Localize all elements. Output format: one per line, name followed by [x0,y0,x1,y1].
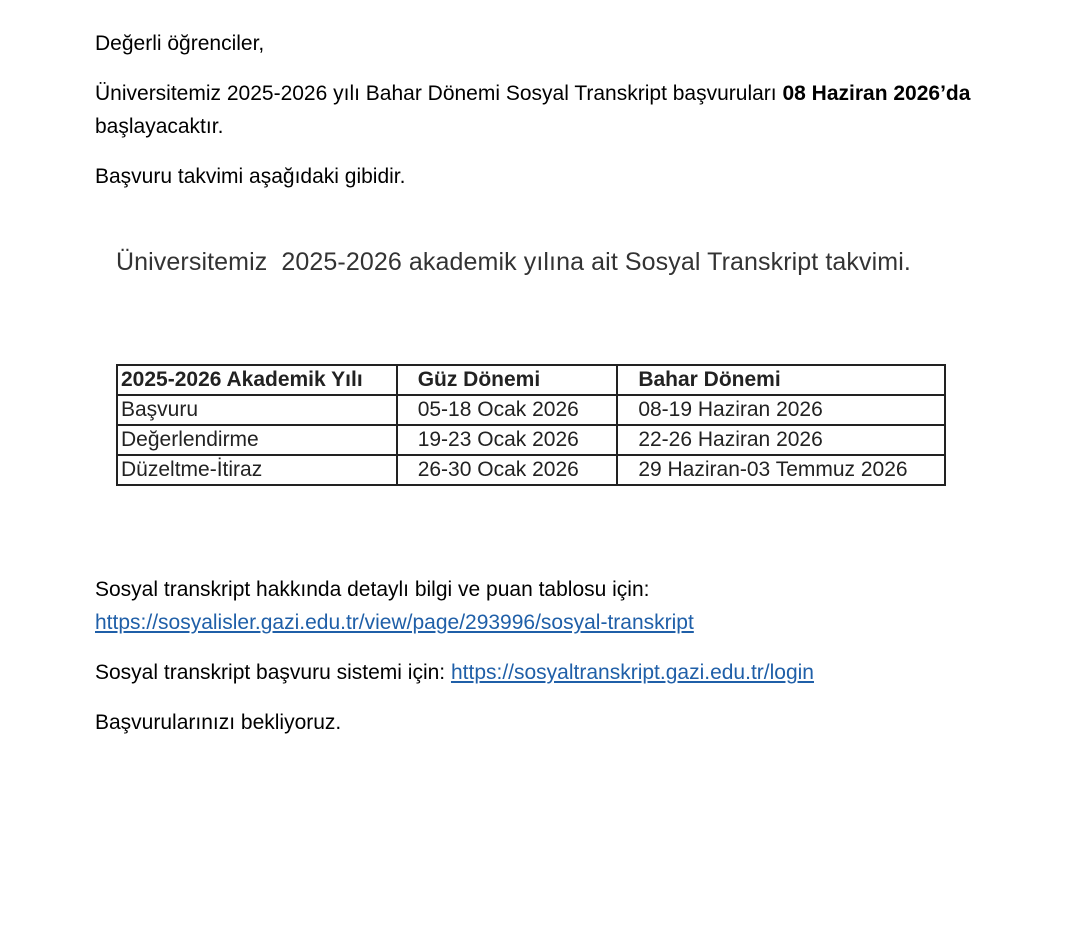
system-label: Sosyal transkript başvuru sistemi için: [95,661,451,684]
table-cell: 19-23 Ocak 2026 [397,425,618,455]
table-cell: Değerlendirme [117,425,397,455]
system-link[interactable]: https://sosyaltranskript.gazi.edu.tr/login [450,661,814,684]
info-link[interactable]: https://sosyalisler.gazi.edu.tr/view/page/293996/sosyal-transkript [95,611,694,634]
info-label: Sosyal transkript hakkında detaylı bilgi ve puan tablosu için: [95,578,650,601]
system-paragraph [95,656,814,689]
table-cell: 29 Haziran-03 Temmuz 2026 [617,455,945,485]
intro-bold-date: 08 Haziran 2026’da [782,82,971,105]
table-cell: 22-26 Haziran 2026 [617,425,945,455]
closing-paragraph: Başvurularınızı bekliyoruz. [95,711,342,734]
info-link-line [95,606,694,639]
table-row [117,425,945,455]
calendar-image [116,240,946,500]
calendar-table [116,364,946,486]
header-academic-year: 2025-2026 Akademik Yılı [117,365,397,395]
header-fall-term: Güz Dönemi [397,365,618,395]
greeting-paragraph: Değerli öğrenciler, [95,32,265,55]
intro-text: Üniversitemiz 2025-2026 yılı Bahar Dönemi Sosyal Transkript başvuruları [95,82,783,105]
table-cell: 08-19 Haziran 2026 [617,395,945,425]
calendar-intro-paragraph: Başvuru takvimi aşağıdaki gibidir. [95,165,406,188]
table-cell: Düzeltme-İtiraz [117,455,397,485]
table-cell: Başvuru [117,395,397,425]
intro-paragraph-continuation: başlayacaktır. [95,115,224,138]
header-spring-term: Bahar Dönemi [617,365,945,395]
table-cell: 05-18 Ocak 2026 [397,395,618,425]
table-row [117,395,945,425]
table-cell: 26-30 Ocak 2026 [397,455,618,485]
table-row [117,455,945,485]
calendar-header-row [117,365,945,395]
calendar-image-title: Üniversitemiz 2025-2026 akademik yılına ait Sosyal Transkript takvimi. [116,248,911,276]
intro-paragraph [95,77,970,110]
